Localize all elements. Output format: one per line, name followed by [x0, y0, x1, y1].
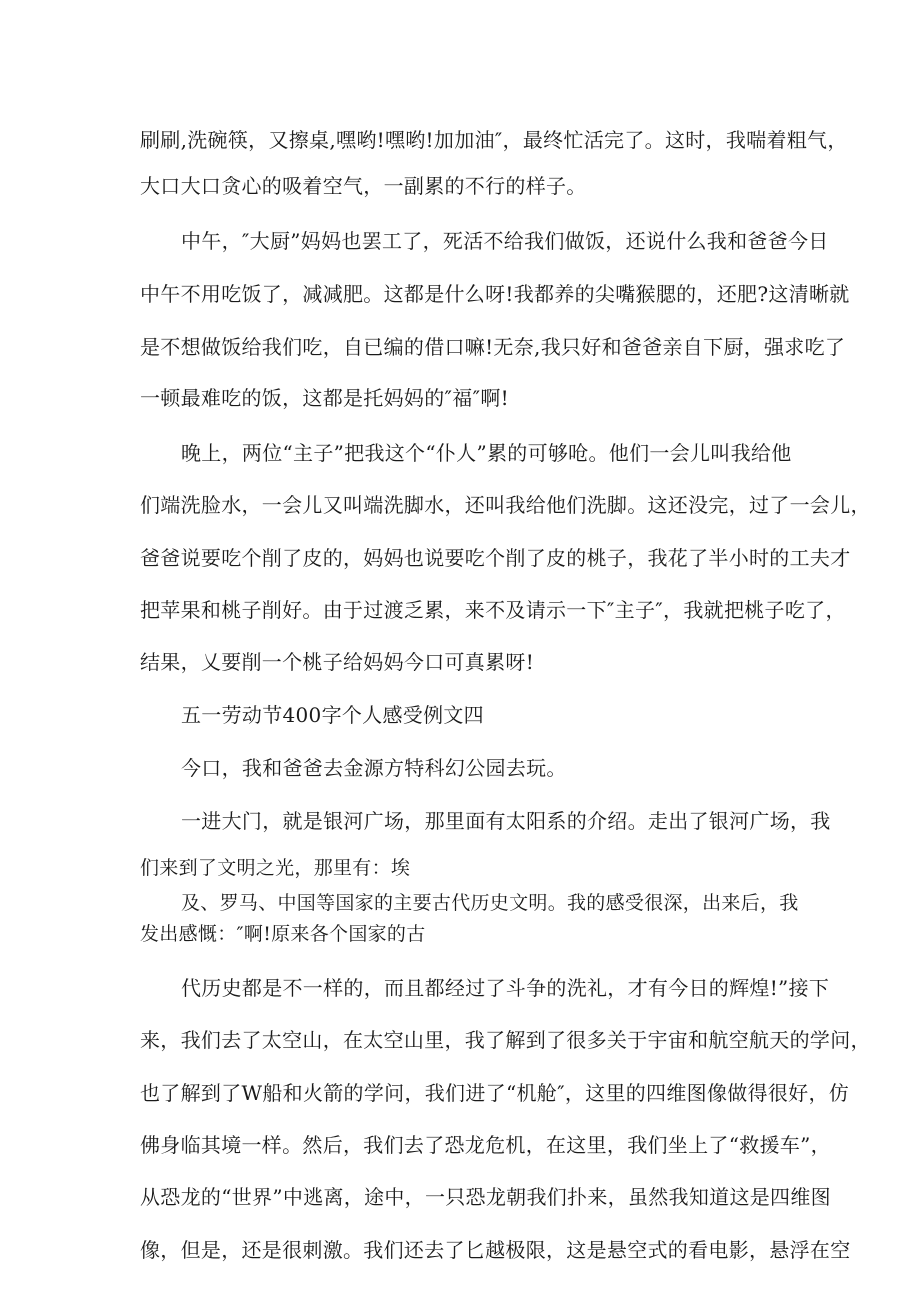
- paragraph-line: 代历史都是不一样的，而且都经过了斗争的洗礼，才有今日的辉煌!”接下: [181, 976, 830, 1000]
- text-line: 们端洗脸水，一会儿又叫端洗脚水，还叫我给他们洗脚。这还没完，过了一会儿，: [140, 493, 871, 517]
- text-line: 们来到了文明之光，那里有：埃: [140, 857, 411, 879]
- text-line: 也了解到了W船和火箭的学问，我们进了“机舱″，这里的四维图像做得很好，仿: [140, 1081, 850, 1105]
- section-heading: 五一劳动节400字个人感受例文四: [181, 703, 484, 727]
- text-line: 把苹果和桃子削好。由于过渡乏累，来不及请示一下″主子″，我就把桃子吃了，: [140, 598, 846, 622]
- text-line: 佛身临其境一样。然后，我们去了恐龙危机，在这里，我们坐上了“救援车”，: [140, 1133, 831, 1157]
- text-line: 一顿最难吃的饭，这都是托妈妈的″福″啊!: [140, 386, 509, 410]
- text-line: 是不想做饭给我们吃，自已编的借口嘛!无奈,我只好和爸爸亲自下厨，强求吃了: [140, 335, 846, 359]
- text-line: 像，但是，还是很刺激。我们还去了匕越极限，这是悬空式的看电影，悬浮在空: [140, 1238, 851, 1262]
- text-line: 刷刷,洗碗筷，又擦桌,嘿哟!嘿哟!加加油″，最终忙活完了。这时，我喘着粗气，: [140, 128, 848, 152]
- paragraph-line: 中午，″大厨”妈妈也罢工了，死活不给我们做饭，还说什么我和爸爸今日: [181, 229, 829, 253]
- text-line: 中午不用吃饭了，减减肥。这都是什么呀!我都养的尖嘴猴腮的，还肥?这清晰就: [140, 282, 850, 306]
- text-line: 发出感慨：″啊!原来各个国家的古: [140, 923, 426, 945]
- text-line: 结果，乂要削一个桃子给妈妈今口可真累呀!: [140, 650, 535, 674]
- paragraph-line: 今口，我和爸爸去金源方特科幻公园去玩。: [181, 756, 567, 780]
- paragraph-line: 及、罗马、中国等国家的主要古代历史文明。我的感受很深，出来后，我: [181, 892, 799, 914]
- text-line: 大口大口贪心的吸着空气，一副累的不行的样子。: [140, 174, 587, 198]
- text-line: 从恐龙的“世界”中逃离，途中，一只恐龙朝我们扑来，虽然我知道这是四维图: [140, 1185, 831, 1209]
- text-line: 爸爸说要吃个削了皮的，妈妈也说要吃个削了皮的桃子，我花了半小时的工夫才: [140, 546, 851, 570]
- paragraph-line: 晚上，两位“主子”把我这个“仆人”累的可够呛。他们一会儿叫我给他: [181, 441, 792, 465]
- text-line: 来，我们去了太空山，在太空山里，我了解到了很多关于宇宙和航空航天的学问，: [140, 1028, 871, 1052]
- paragraph-line: 一进大门，就是银河广场，那里面有太阳系的介绍。走出了银河广场，我: [181, 809, 831, 833]
